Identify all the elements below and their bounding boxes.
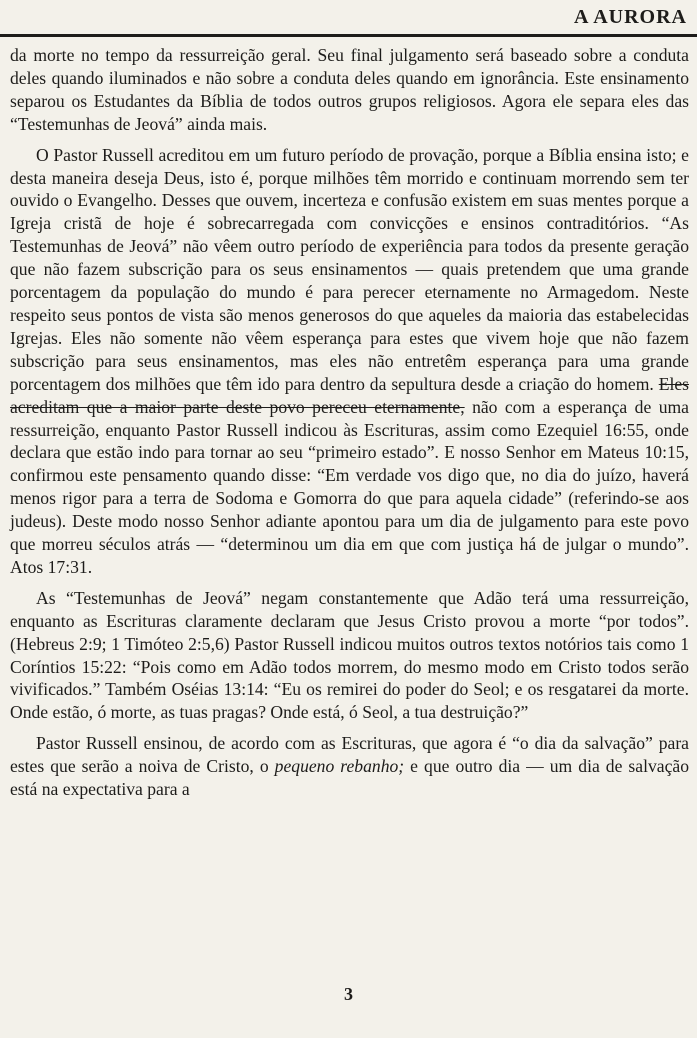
header-rule: [0, 34, 697, 37]
text-run: não com a esperança de uma ressurreição, enquanto Pastor Russell indicou às Escrituras, assim como Ezequiel 16:55, onde declara que estão indo para tornar ao seu “primeiro estado”. E nosso Senhor em Mateus 10:15, confirmou este pensamento quando disse: “Em verdade vos digo que, no dia do juízo, haverá menos rigor para a terra de Sodoma e Gomorra do que para aquela cidade” (referindo-se aos judeus). Deste modo nosso Senhor adiante apontou para um dia de julgamento para este povo que morreu séculos atrás — “determinou um dia em que com justiça há de julgar o mundo”. Atos 17:31.: [10, 396, 689, 577]
text-run: e que outro dia — um dia de salvação está na expectativa para a: [10, 756, 689, 800]
paragraph: [10, 732, 689, 801]
italic-text: pequeno rebanho;: [274, 756, 405, 777]
running-header: A AURORA: [573, 6, 687, 28]
paragraph: [10, 144, 689, 579]
text-run: O Pastor Russell acreditou em um futuro período de provação, porque a Bíblia ensina isto; e desta maneira deseja Deus, isto é, porque milhões têm morrido e continuam morrendo sem ter ouvido o Evangelho. Desses que ouvem, incerteza e confusão existem em suas mentes porque a Igreja cristã de hoje é sobrecarregada com convicções e ensinos contraditórios. “As Testemunhas de Jeová” não vêem outro período de experiência para todos da presente geração que não fazem subscrição para os seus ensinamentos — quais pretendem que uma grande porcentagem da população do mundo é para perecer eternamente no Armagedom. Neste respeito seus pontos de vista são menos generosos do que aqueles da maioria das estabelecidas Igrejas. Eles não somente não vêem esperança para estes que vivem hoje que não fazem subscrição para seus ensinamentos, mas eles não entretêm esperança para uma grande porcentagem dos milhões que têm ido para dentro da sepultura desde a criação do homem.: [10, 144, 689, 394]
text-run: da morte no tempo da ressurreição geral. Seu final julgamento será baseado sobre a conduta deles quando iluminados e não sobre a conduta deles quando em ignorância. Este ensinamento separou os Estudantes da Bíblia de todos outros grupos religiosos. Agora ele separa eles das “Testemunhas de Jeová” ainda mais.: [10, 45, 689, 134]
page-number: 3: [344, 984, 353, 1004]
text-run: Pastor Russell ensinou, de acordo com as Escrituras, que agora é “o dia da salvação” para estes que serão a noiva de Cristo, o: [10, 733, 689, 777]
body-text: [10, 44, 689, 809]
paragraph: [10, 44, 689, 136]
struck-text: Eles acreditam que a maior parte deste povo pereceu eternamente,: [10, 373, 689, 417]
text-run: As “Testemunhas de Jeová” negam constantemente que Adão terá uma ressurreição, enquanto as Escrituras claramente declaram que Jesus Cristo provou a morte “por todos”. (Hebreus 2:9; 1 Timóteo 2:5,6) Pastor Russell indicou muitos outros textos notórios tais como 1 Coríntios 15:22: “Pois como em Adão todos morrem, do mesmo modo em Cristo todos serão vivificados.” Também Oséias 13:14: “Eu os remirei do poder do Seol; e os resgatarei da morte. Onde estão, ó morte, as tuas pragas? Onde está, ó Seol, a tua destruição?”: [10, 587, 689, 723]
paragraph: [10, 587, 689, 724]
